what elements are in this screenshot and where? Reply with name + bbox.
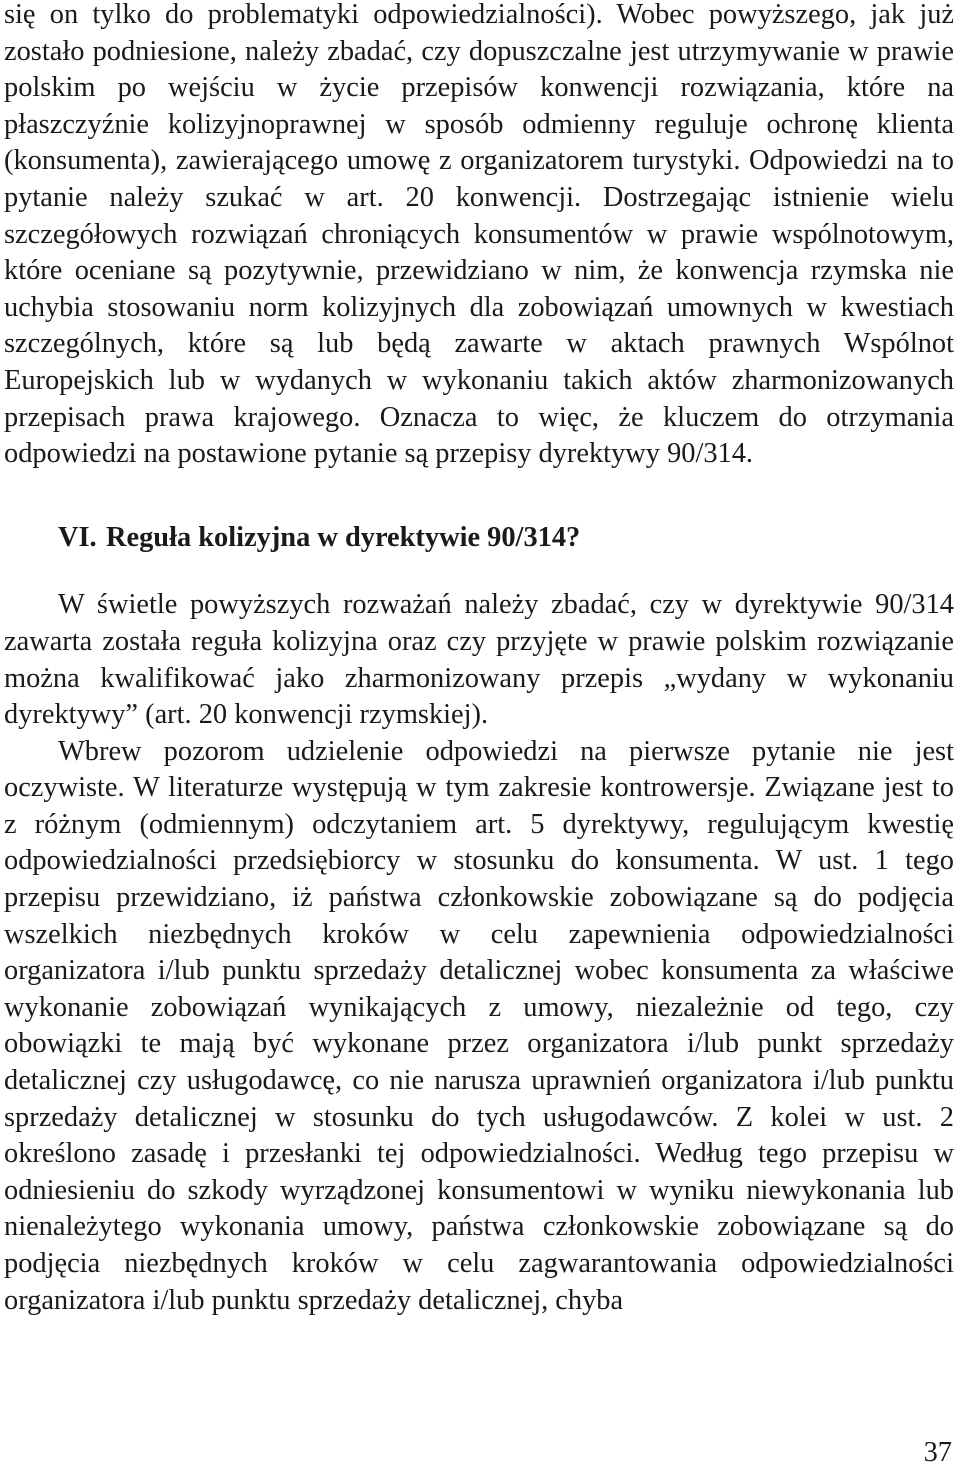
section-number: VI. [58,521,97,553]
body-paragraph: Wbrew pozorom udzielenie odpowiedzi na pierwsze pytanie nie jest oczywiste. W literaturze występują w tym zakresie kontrowersje. Związane jest to z różnym (odmiennym) odczytaniem art. 5 dyrektywy, regulującym kwestię odpowiedzialności przedsiębiorcy w stosunku do konsumenta. W ust. 1 tego przepisu przewidziano, iż państwa członkowskie zobowiązane są do podjęcia wszelkich niezbędnych kroków w celu zapewnienia odpowiedzialności organizatora i/lub punktu sprzedaży detalicznej wobec konsumenta za właściwe wykonanie zobowiązań wynikających z umowy, niezależnie od tego, czy obowiązki te mają być wykonane przez organizatora i/lub punkt sprzedaży detalicznej czy usługodawcę, co nie narusza uprawnień organizatora i/lub punktu sprzedaży detalicznej w stosunku do tych usługodawców. Z kolei w ust. 2 określono zasadę i przesłanki tej odpowiedzialności. Według tego przepisu w odniesieniu do szkody wyrządzonej konsumentowi w wyniku niewykonania lub nienależytego wykonania umowy, państwa członkowskie zobowiązane są do podjęcia niezbędnych kroków w celu zagwarantowania odpowiedzialności organizatora i/lub punktu sprzedaży detalicznej, chyba [4,735,954,1316]
document-page [4,0,954,1319]
page-number: 37 [923,1437,952,1468]
section-title: Reguła kolizyjna w dyrektywie 90/314? [106,521,581,553]
body-paragraph-continued: się on tylko do problematyki odpowiedzialności). Wobec powyższego, jak już zostało podniesione, należy zbadać, czy dopuszczalne jest utrzymywanie w prawie polskim po wejściu w życie przepisów konwencji rozwiązania, które na płaszczyźnie kolizyjnoprawnej w sposób odmienny reguluje ochronę klienta (konsumenta), zawierającego umowę z organizatorem turystyki. Odpowiedzi na to pytanie należy szukać w art. 20 konwencji. Dostrzegając istnienie wielu szczegółowych rozwiązań chroniących konsumentów w prawie wspólnotowym, które oceniane są pozytywnie, przewidziano w nim, że konwencja rzymska nie uchybia stosowaniu norm kolizyjnych dla zobowiązań umownych w kwestiach szczególnych, które są lub będą zawarte w aktach prawnych Wspólnot Europejskich lub w wydanych w wykonaniu takich aktów zharmonizowanych przepisach prawa krajowego. Oznacza to więc, że kluczem do otrzymania odpowiedzi na postawione pytanie są przepisy dyrektywy 90/314. [4,0,954,470]
body-paragraph: W świetle powyższych rozważań należy zbadać, czy w dyrektywie 90/314 zawarta została reguła kolizyjna oraz czy przyjęte w prawie polskim rozwiązanie można kwalifikować jako zharmonizowany przepis „wydany w wykonaniu dyrektywy” (art. 20 konwencji rzymskiej). [4,589,954,731]
section-heading [58,520,954,557]
